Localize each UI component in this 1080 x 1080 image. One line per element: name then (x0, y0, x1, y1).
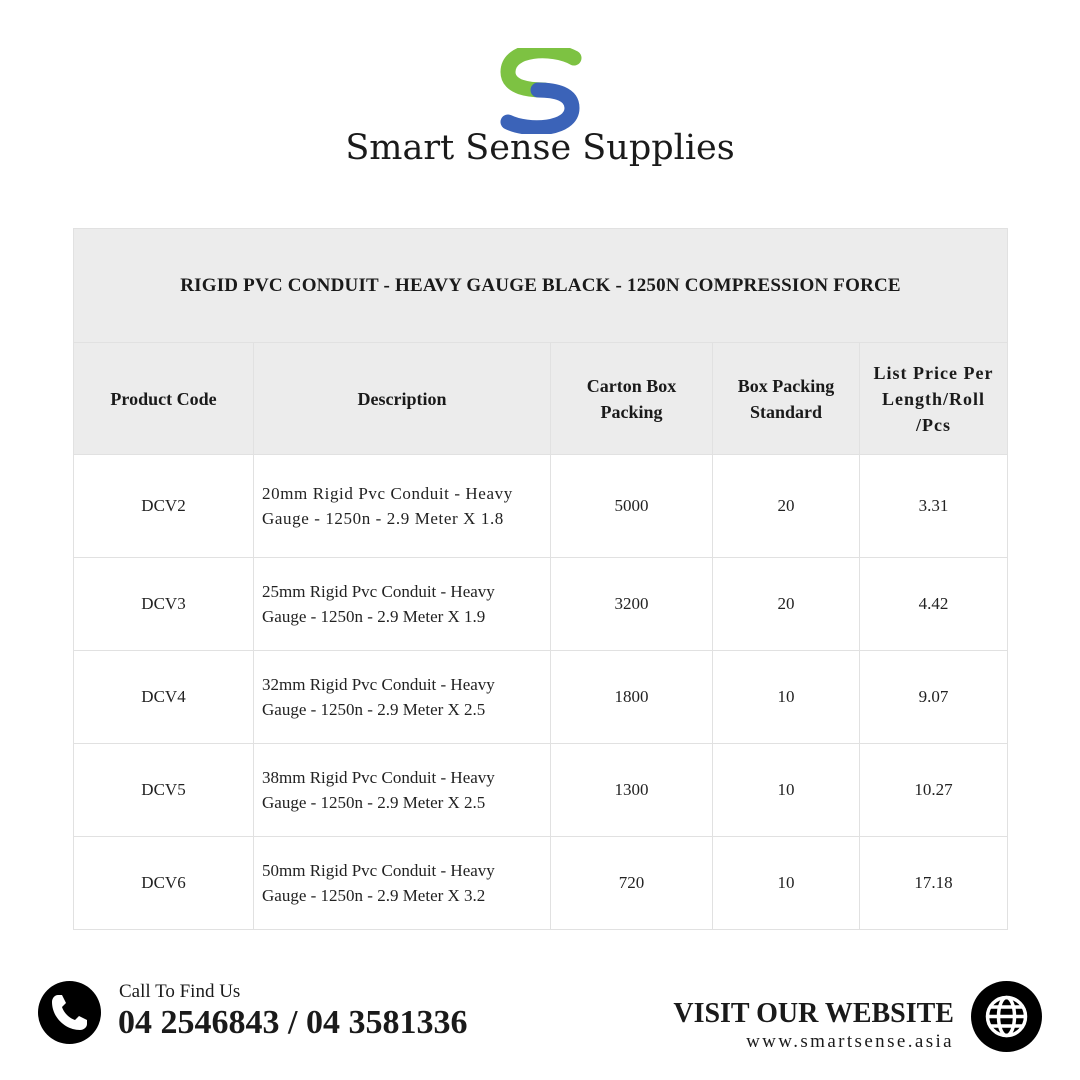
header-box-line-2: Standard (749, 401, 823, 422)
phone-number[interactable]: 04 2546843 / 04 3581336 (118, 1004, 468, 1041)
header-price-line-3: /Pcs (916, 414, 952, 435)
description-line-2: Gauge - 1250n - 2.9 Meter X 3.2 (262, 886, 486, 905)
description-line-2: Gauge - 1250n - 2.9 Meter X 1.8 (262, 509, 504, 528)
header-price-line-2: Length/Roll (882, 388, 986, 409)
description-cell (254, 651, 551, 744)
list-price-cell: 10.27 (860, 744, 1008, 837)
carton-packing-cell: 5000 (551, 455, 713, 558)
price-table (73, 228, 1008, 930)
header-carton-box-packing (551, 343, 713, 455)
product-code-cell: DCV2 (74, 455, 254, 558)
description-line-2: Gauge - 1250n - 2.9 Meter X 2.5 (262, 793, 486, 812)
header-carton-line-1: Carton Box (586, 375, 677, 396)
box-packing-cell: 10 (713, 837, 860, 930)
description-line-2: Gauge - 1250n - 2.9 Meter X 2.5 (262, 700, 486, 719)
phone-icon (38, 981, 101, 1044)
box-packing-cell: 10 (713, 651, 860, 744)
table-row (74, 837, 1008, 930)
header-carton-line-2: Packing (600, 401, 663, 422)
box-packing-cell: 10 (713, 744, 860, 837)
box-packing-cell: 20 (713, 455, 860, 558)
description-cell (254, 455, 551, 558)
description-line-1: 50mm Rigid Pvc Conduit - Heavy (262, 861, 495, 880)
header-product-code: Product Code (74, 343, 254, 455)
visit-website-label: VISIT OUR WEBSITE (673, 998, 954, 1029)
header-box-line-1: Box Packing (737, 375, 835, 396)
globe-icon (971, 981, 1042, 1052)
description-line-2: Gauge - 1250n - 2.9 Meter X 1.9 (262, 607, 486, 626)
table-row (74, 651, 1008, 744)
carton-packing-cell: 1800 (551, 651, 713, 744)
product-code-cell: DCV5 (74, 744, 254, 837)
list-price-cell: 4.42 (860, 558, 1008, 651)
brand-name: Smart Sense Supplies (345, 128, 735, 168)
header-box-packing-standard (713, 343, 860, 455)
description-line-1: 20mm Rigid Pvc Conduit - Heavy (262, 484, 513, 503)
carton-packing-cell: 720 (551, 837, 713, 930)
website-link[interactable]: www.smartsense.asia (746, 1031, 954, 1052)
list-price-cell: 17.18 (860, 837, 1008, 930)
header-list-price (860, 343, 1008, 455)
product-code-cell: DCV4 (74, 651, 254, 744)
header-price-line-1: List Price Per (873, 362, 994, 383)
carton-packing-cell: 3200 (551, 558, 713, 651)
header-description: Description (254, 343, 551, 455)
table-row (74, 744, 1008, 837)
table-row (74, 558, 1008, 651)
description-cell (254, 558, 551, 651)
description-cell (254, 837, 551, 930)
table-row (74, 455, 1008, 558)
list-price-cell: 9.07 (860, 651, 1008, 744)
table-title: RIGID PVC CONDUIT - HEAVY GAUGE BLACK - 1250N COMPRESSION FORCE (74, 229, 1008, 343)
product-code-cell: DCV3 (74, 558, 254, 651)
description-cell (254, 744, 551, 837)
description-line-1: 25mm Rigid Pvc Conduit - Heavy (262, 582, 495, 601)
call-label: Call To Find Us (119, 981, 241, 1002)
description-line-1: 32mm Rigid Pvc Conduit - Heavy (262, 675, 495, 694)
product-code-cell: DCV6 (74, 837, 254, 930)
list-price-cell: 3.31 (860, 455, 1008, 558)
box-packing-cell: 20 (713, 558, 860, 651)
carton-packing-cell: 1300 (551, 744, 713, 837)
s-logo-icon (500, 48, 582, 134)
description-line-1: 38mm Rigid Pvc Conduit - Heavy (262, 768, 495, 787)
